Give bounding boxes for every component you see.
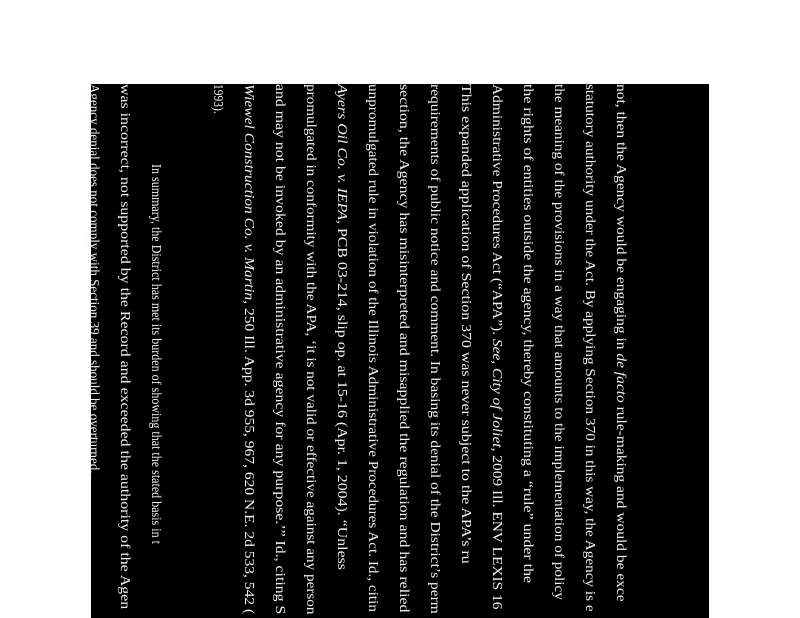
rotated-document-page (87, 84, 709, 618)
text-segment: section, the Agency has misinterpreted and misapplied the regulation and has relied (397, 84, 412, 613)
text-line-content (86, 84, 102, 474)
text-line (210, 84, 226, 120)
text-line-content (427, 84, 443, 614)
text-line-content (489, 84, 505, 610)
text-segment: not, then the Agency would be engaging in (614, 84, 629, 354)
text-line-content (582, 84, 598, 612)
text-segment: Administrative Procedures Act (“APA”). (490, 84, 505, 339)
text-segment: was incorrect, not supported by the Record and exceeded the authority of the Agen (118, 84, 133, 610)
text-line (613, 84, 629, 602)
text-line (489, 84, 505, 610)
text-segment: the rights of entities outside the agency, thereby constituting a “rule” under the (521, 84, 536, 584)
text-line (551, 84, 567, 600)
text-line (86, 84, 102, 496)
text-line (334, 84, 350, 570)
text-segment: rule-making and would be exce (614, 402, 629, 602)
text-line (365, 84, 381, 612)
text-line-content (117, 84, 133, 609)
text-line (396, 84, 412, 613)
text-line-content (458, 84, 474, 564)
text-segment: promulgated in conformity with the APA, ‘it is not valid or effective against any person (304, 84, 319, 615)
italic-text-segment: See, City of Joliet, (490, 338, 505, 452)
text-line (272, 84, 288, 615)
text-segment: the meaning of the provisions in a way that amounts to the implementation of policy (552, 84, 567, 600)
text-line (117, 84, 133, 610)
text-segment: 2009 Ill. ENV LEXIS 16 (490, 451, 505, 610)
italic-text-segment: Wiewel Construction Co. v. Martin, (242, 84, 257, 305)
text-line (582, 84, 598, 612)
text-line-content (210, 84, 226, 114)
text-line (458, 84, 474, 564)
scanned-page-background (87, 84, 709, 618)
text-line-content (272, 84, 288, 614)
text-segment: In summary, the District has met its burden of showing that the stated basis in t (149, 164, 164, 544)
text-segment: requirements of public notice and comment. In basing its denial of the District’s perm (428, 84, 443, 614)
text-segment: 1993). (211, 84, 226, 114)
text-segment: PCB 03-214, slip op. at 15-16 (Apr. 1, 2004). “Unless (335, 223, 350, 570)
text-line-content (303, 84, 319, 614)
text-segment: statutory authority under the Act. By applying Section 370 in this way, the Agency is e (583, 84, 598, 612)
text-line (427, 84, 443, 614)
text-line-content (241, 84, 257, 614)
text-line-content (334, 84, 350, 570)
text-line-content (365, 84, 381, 612)
text-segment: unpromulgated rule in violation of the Illinois Administrative Procedures Act. Id., citin (366, 84, 381, 612)
text-line (148, 84, 164, 600)
text-line-content (148, 164, 164, 544)
text-line-content (520, 84, 536, 583)
italic-text-segment: Ayers Oil Co. v. IEPA, (335, 84, 350, 224)
text-segment: 250 Ill. App. 3d 955, 967, 620 N.E. 2d 533, 542 ( (242, 304, 257, 615)
text-line (303, 84, 319, 615)
text-segment: and may not be invoked by an administrative agency for any purpose.’” Id., citing S (273, 84, 288, 615)
text-segment: Agency denial does not comply with Section 39 and should be overturned. (87, 84, 102, 474)
text-line-content (551, 84, 567, 600)
text-line (520, 84, 536, 584)
text-line-content (396, 84, 412, 612)
text-line-content (613, 84, 629, 602)
text-line (241, 84, 257, 615)
text-segment: This expanded application of Section 370 was never subject to the APA’s ru (459, 84, 474, 564)
italic-text-segment: de facto (614, 353, 629, 403)
